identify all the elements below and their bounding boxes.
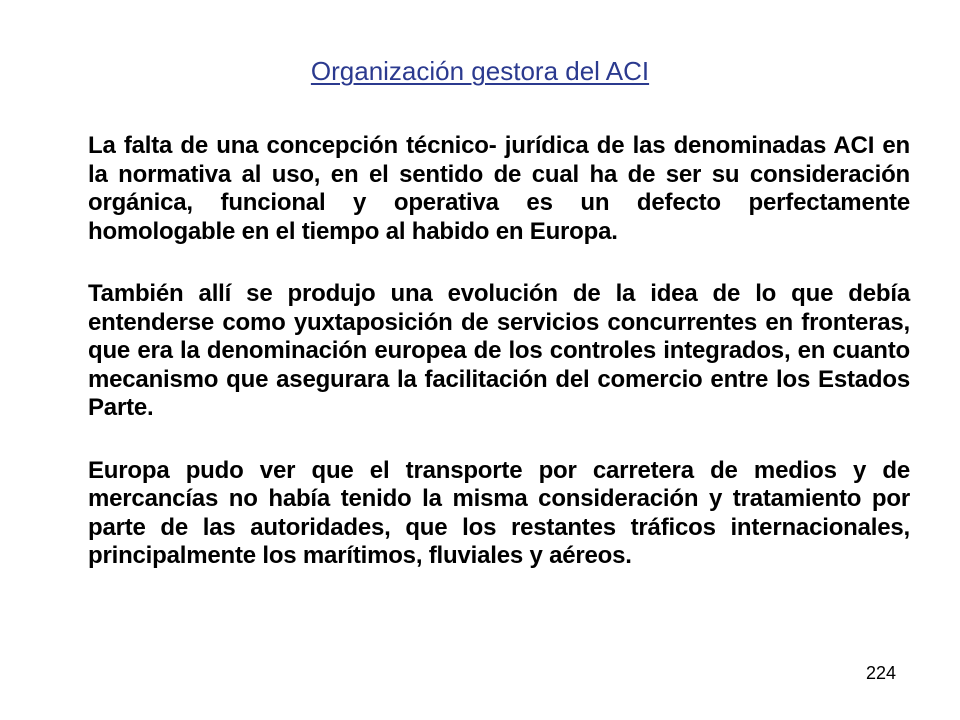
paragraph-3: Europa pudo ver que el transporte por carretera de medios y de mercancías no había tenido la misma consideración y tratamiento por parte de las autoridades, que los restantes tráficos internacionales, principalmente los marítimos, fluviales y aéreos. xyxy=(88,456,910,569)
slide-title: Organización gestora del ACI xyxy=(310,56,650,86)
paragraph-1: La falta de una concepción técnico- jurídica de las denominadas ACI en la normativa al uso, en el sentido de cual ha de ser su consideración orgánica, funcional y operativa es un defecto perfectamente homologable en el tiempo al habido en Europa. xyxy=(88,132,910,245)
page-number: 224 xyxy=(865,663,896,683)
paragraph-2: También allí se produjo una evolución de la idea de lo que debía entenderse como yuxtaposición de servicios concurrentes en fronteras, que era la denominación europea de los controles integrados, en cuanto mecanismo que asegurara la facilitación del comercio entre los Estados Parte. xyxy=(88,280,910,421)
slide-body xyxy=(88,132,910,605)
